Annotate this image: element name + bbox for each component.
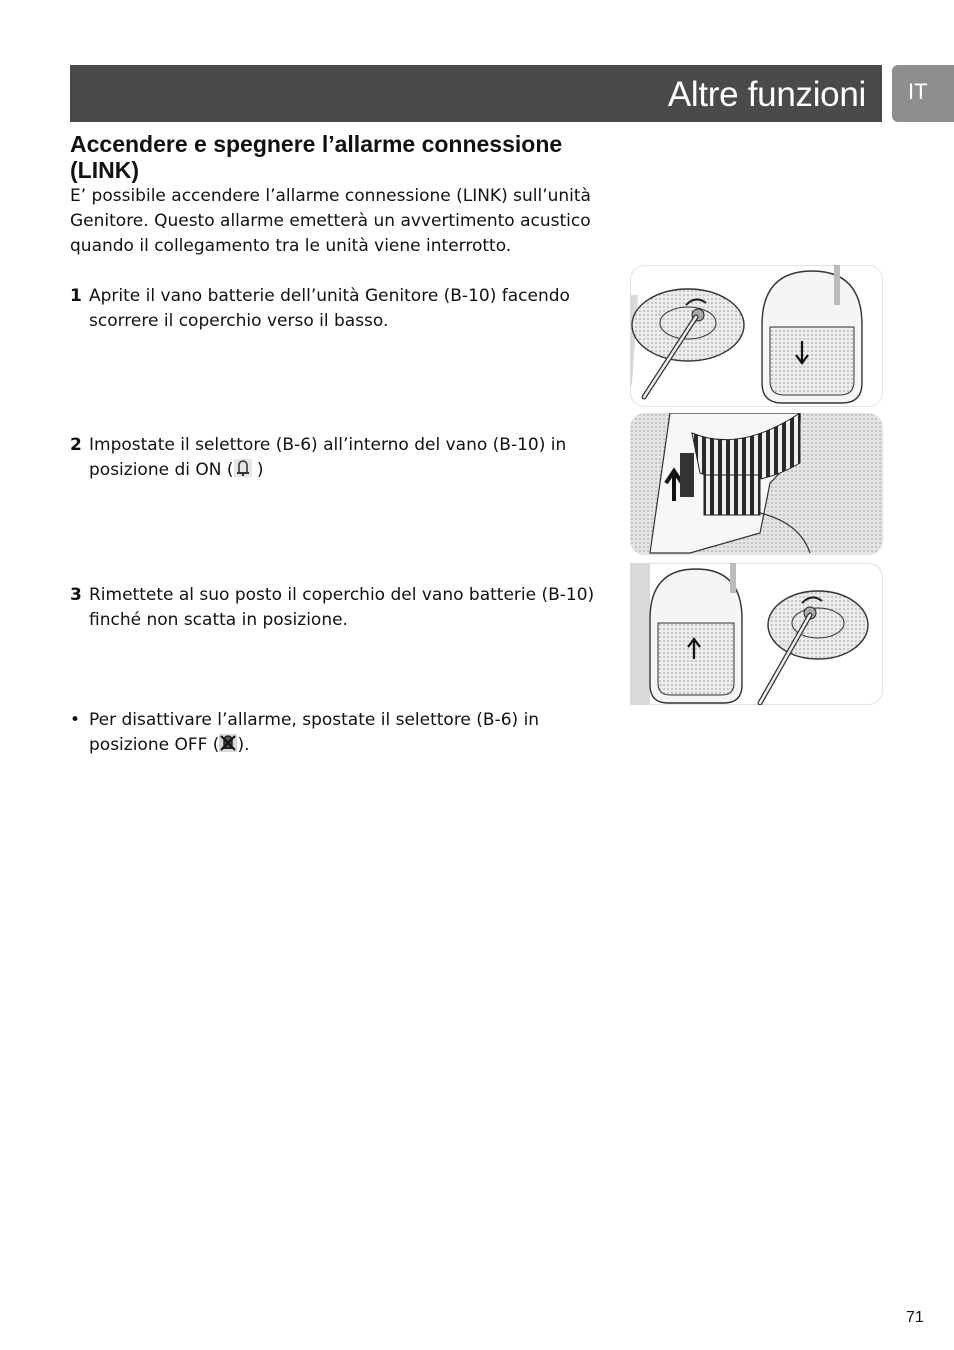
bullet-text-before: Per disattivare l’allarme, spostate il selettore (B-6) in posizione OFF (: [89, 710, 540, 755]
step-1: [70, 284, 600, 334]
language-tab-label: IT: [908, 79, 928, 104]
alarm-off-icon: [219, 734, 237, 752]
step-text-after: ): [251, 460, 264, 480]
step-text: Rimettete al suo posto il coperchio del vano batterie (B-10) finché non scatta in posizione.: [89, 585, 595, 630]
step-number: 3: [70, 585, 82, 605]
bullet-item: [70, 708, 600, 758]
step-2: [70, 433, 600, 483]
chapter-header: [70, 65, 882, 122]
bullet-text-after: ).: [237, 735, 250, 755]
bullet-text: [89, 708, 600, 758]
switch-selector-illustration: [630, 413, 883, 555]
step-text: Aprite il vano batterie dell’unità Genitore (B-10) facendo scorrere il coperchio verso il basso.: [89, 286, 570, 331]
step-3: [70, 583, 600, 633]
page-number: 71: [906, 1309, 924, 1326]
close-battery-cover-illustration: [630, 563, 883, 705]
section-intro: E’ possibile accendere l’allarme connessione (LINK) sull’unità Genitore. Questo allarme emetterà un avvertimento acustico quando il collegamento tra le unità viene interrotto.: [70, 186, 591, 256]
alarm-on-icon: [234, 459, 252, 477]
open-battery-cover-illustration: [630, 265, 883, 407]
step-text-before: Impostate il selettore (B-6) all’interno del vano (B-10) in posizione di ON (: [89, 435, 567, 480]
bullet-marker: •: [70, 710, 81, 730]
step-text: [89, 433, 600, 483]
step-number: 1: [70, 286, 82, 306]
language-tab: [892, 65, 954, 122]
chapter-title: Altre funzioni: [667, 75, 866, 114]
step-number: 2: [70, 435, 82, 455]
section-title: Accendere e spegnere l’allarme connessione (LINK): [70, 131, 563, 183]
